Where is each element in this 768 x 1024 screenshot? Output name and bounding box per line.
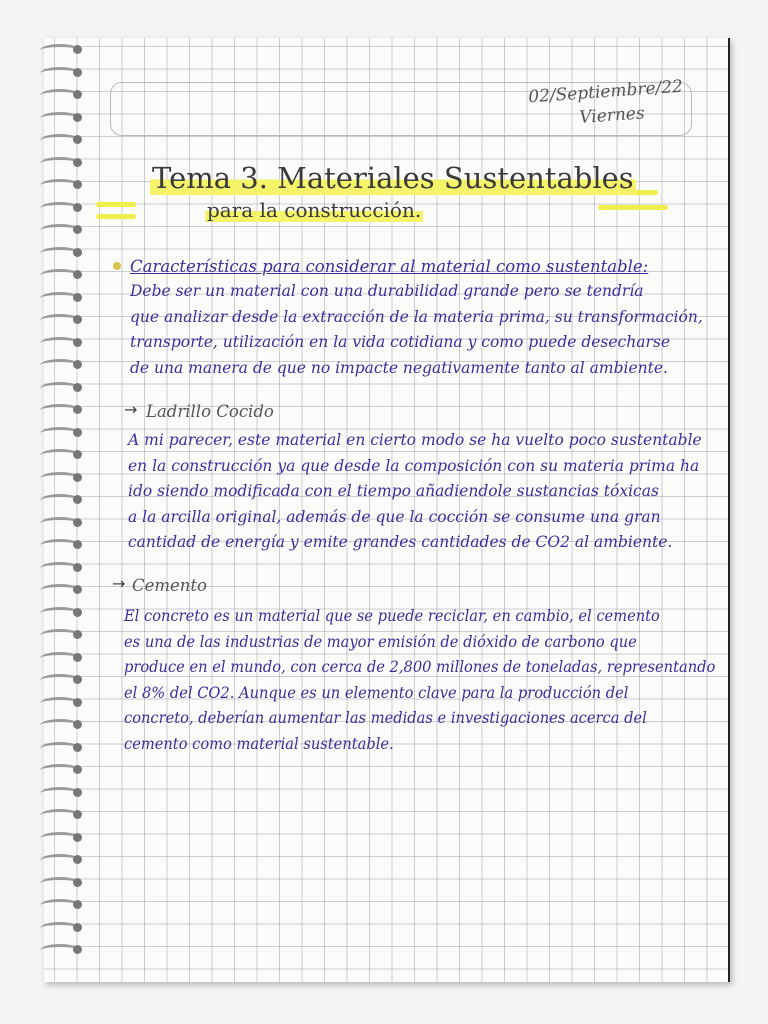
text-line: ido siendo modificada con el tiempo añadiendole sustancias tóxicas bbox=[128, 482, 659, 500]
spiral-ring bbox=[40, 854, 80, 867]
spiral-ring bbox=[40, 44, 80, 57]
text-line: transporte, utilización en la vida cotidiana y como puede desecharse bbox=[130, 333, 671, 351]
text-line: de una manera de que no impacte negativamente tanto al ambiente. bbox=[130, 358, 668, 377]
page-title bbox=[150, 160, 636, 224]
text-line: concreto, deberían aumentar las medidas e investigaciones acerca del bbox=[124, 709, 647, 727]
spiral-ring bbox=[40, 539, 80, 552]
spiral-ring bbox=[40, 202, 80, 215]
spiral-ring bbox=[40, 157, 80, 170]
spiral-ring bbox=[40, 674, 80, 687]
spiral-ring bbox=[40, 179, 80, 192]
text-line: El concreto es un material que se puede reciclar, en cambio, el cemento bbox=[124, 607, 660, 625]
highlight-dash-left bbox=[96, 202, 136, 207]
title-line-1: Tema 3. Materiales Sustentables bbox=[152, 161, 634, 195]
section-heading: Ladrillo Cocido bbox=[146, 402, 274, 421]
spiral-ring bbox=[40, 809, 80, 822]
spiral-ring bbox=[40, 247, 80, 260]
day-text: Viernes bbox=[578, 103, 646, 128]
spiral-ring bbox=[40, 359, 80, 372]
section-cemento bbox=[132, 574, 207, 598]
text-line: cantidad de energía y emite grandes cantidades de CO2 al ambiente. bbox=[128, 533, 673, 551]
arrow-icon: → bbox=[112, 574, 126, 593]
section-cemento-body bbox=[124, 604, 750, 757]
bullet-dot bbox=[113, 262, 121, 270]
spiral-ring bbox=[40, 629, 80, 642]
section-characteristics bbox=[130, 255, 703, 381]
spiral-ring bbox=[40, 787, 80, 800]
section-ladrillo bbox=[146, 400, 274, 424]
spiral-ring bbox=[40, 832, 80, 845]
spiral-ring bbox=[40, 134, 80, 147]
text-line: a la arcilla original, además de que la cocción se consume una gran bbox=[128, 507, 661, 526]
spiral-ring bbox=[40, 899, 80, 912]
text-line: produce en el mundo, con cerca de 2,800 millones de toneladas, representando bbox=[124, 658, 716, 676]
spiral-ring bbox=[40, 742, 80, 755]
spiral-ring bbox=[40, 719, 80, 732]
spiral-ring bbox=[40, 517, 80, 530]
spiral-ring bbox=[40, 584, 80, 597]
spiral-ring bbox=[40, 449, 80, 462]
spiral-ring bbox=[40, 427, 80, 440]
text-line: cemento como material sustentable. bbox=[124, 734, 394, 753]
spiral-ring bbox=[40, 382, 80, 395]
spiral-ring bbox=[40, 697, 80, 710]
spiral-ring bbox=[40, 472, 80, 485]
text-line: el 8% del CO2. Aunque es un elemento clave para la producción del bbox=[124, 683, 629, 702]
text-line: Debe ser un material con una durabilidad grande pero se tendría bbox=[130, 282, 644, 300]
section-ladrillo-body bbox=[128, 428, 702, 556]
spiral-ring bbox=[40, 337, 80, 350]
spiral-ring bbox=[40, 314, 80, 327]
text-line: A mi parecer, este material en cierto modo se ha vuelto poco sustentable bbox=[128, 431, 702, 449]
title-line-2: para la construcción. bbox=[207, 198, 422, 222]
spiral-ring bbox=[40, 652, 80, 665]
section-heading: Características para considerar al material como sustentable: bbox=[130, 257, 649, 276]
date-text: 02/Septiembre/22 bbox=[527, 76, 684, 108]
text-line: es una de las industrias de mayor emisión de dióxido de carbono que bbox=[124, 632, 637, 651]
spiral-ring bbox=[40, 404, 80, 417]
spiral-ring bbox=[40, 607, 80, 620]
spiral-binding bbox=[40, 44, 84, 964]
spiral-ring bbox=[40, 922, 80, 935]
text-line: en la construcción ya que desde la composición con su materia prima ha bbox=[128, 456, 700, 475]
spiral-ring bbox=[40, 562, 80, 575]
highlight-dash-left bbox=[96, 214, 136, 219]
spiral-ring bbox=[40, 224, 80, 237]
spiral-ring bbox=[40, 292, 80, 305]
spiral-ring bbox=[40, 67, 80, 80]
spiral-ring bbox=[40, 269, 80, 282]
spiral-ring bbox=[40, 112, 80, 125]
spiral-ring bbox=[40, 764, 80, 777]
spiral-ring bbox=[40, 944, 80, 957]
arrow-icon: → bbox=[124, 400, 138, 419]
spiral-ring bbox=[40, 89, 80, 102]
spiral-ring bbox=[40, 877, 80, 890]
section-heading: Cemento bbox=[132, 576, 207, 595]
text-line: que analizar desde la extracción de la materia prima, su transformación, bbox=[130, 307, 703, 326]
spiral-ring bbox=[40, 494, 80, 507]
